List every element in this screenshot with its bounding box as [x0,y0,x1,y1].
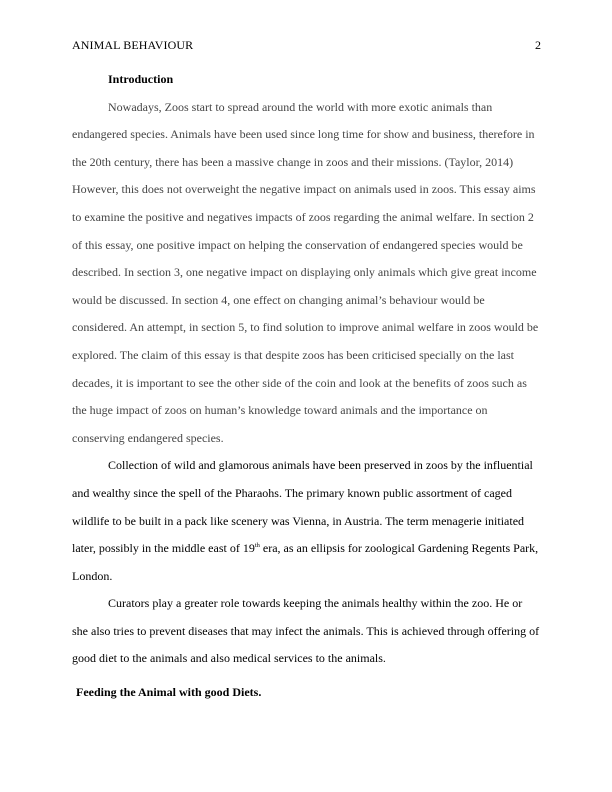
collection-text-end: era, as an ellipsis for zoological Gardening Regents Park, London. [72,541,539,583]
curators-paragraph: Curators play a greater role towards keeping the animals healthy within the zoo. He or she also tries to prevent diseases that may infect the animals. This is achieved through offering of good diet to the animals and also medical services to the animals. [72,596,540,666]
page-number: 2 [535,38,541,52]
collection-text-start: Collection of wild and glamorous animals have been preserved in zoos by the influential and wealthy since the spell of the Pharaohs. The primary known public assortment of caged wildlife to be built in a pack like scenery was Vienna, in Austria. The term menagerie initiated later, possibly in the middle east of 19 [72,458,533,556]
running-head: ANIMAL BEHAVIOUR [72,38,194,52]
section-heading: Introduction [108,72,174,86]
collection-paragraph [72,452,540,590]
ordinal-superscript: th [254,542,260,550]
subheading: Feeding the Animal with good Diets. [76,685,262,700]
document-body [72,66,540,707]
intro-paragraph: Nowadays, Zoos start to spread around the world with more exotic animals than endangered species. Animals have been used since long time for show and business, therefore in the 20th century, there has been a massive change in zoos and their missions. (Taylor, 2014) However, this does not overweight the negative impact on animals used in zoos. This essay aims to examine the positive and negatives impacts of zoos regarding the animal welfare. In section 2 of this essay, one positive impact on helping the conservation of endangered species would be described. In section 3, one negative impact on displaying only animals which give great income would be discussed. In section 4, one effect on changing animal’s behaviour would be considered. An attempt, in section 5, to find solution to improve animal welfare in zoos would be explored. The claim of this essay is that despite zoos has been criticised specially on the last decades, it is important to see the other side of the coin and look at the benefits of zoos such as the huge impact of zoos on human’s knowledge toward animals and the importance on conserving endangered species. [72,99,539,445]
